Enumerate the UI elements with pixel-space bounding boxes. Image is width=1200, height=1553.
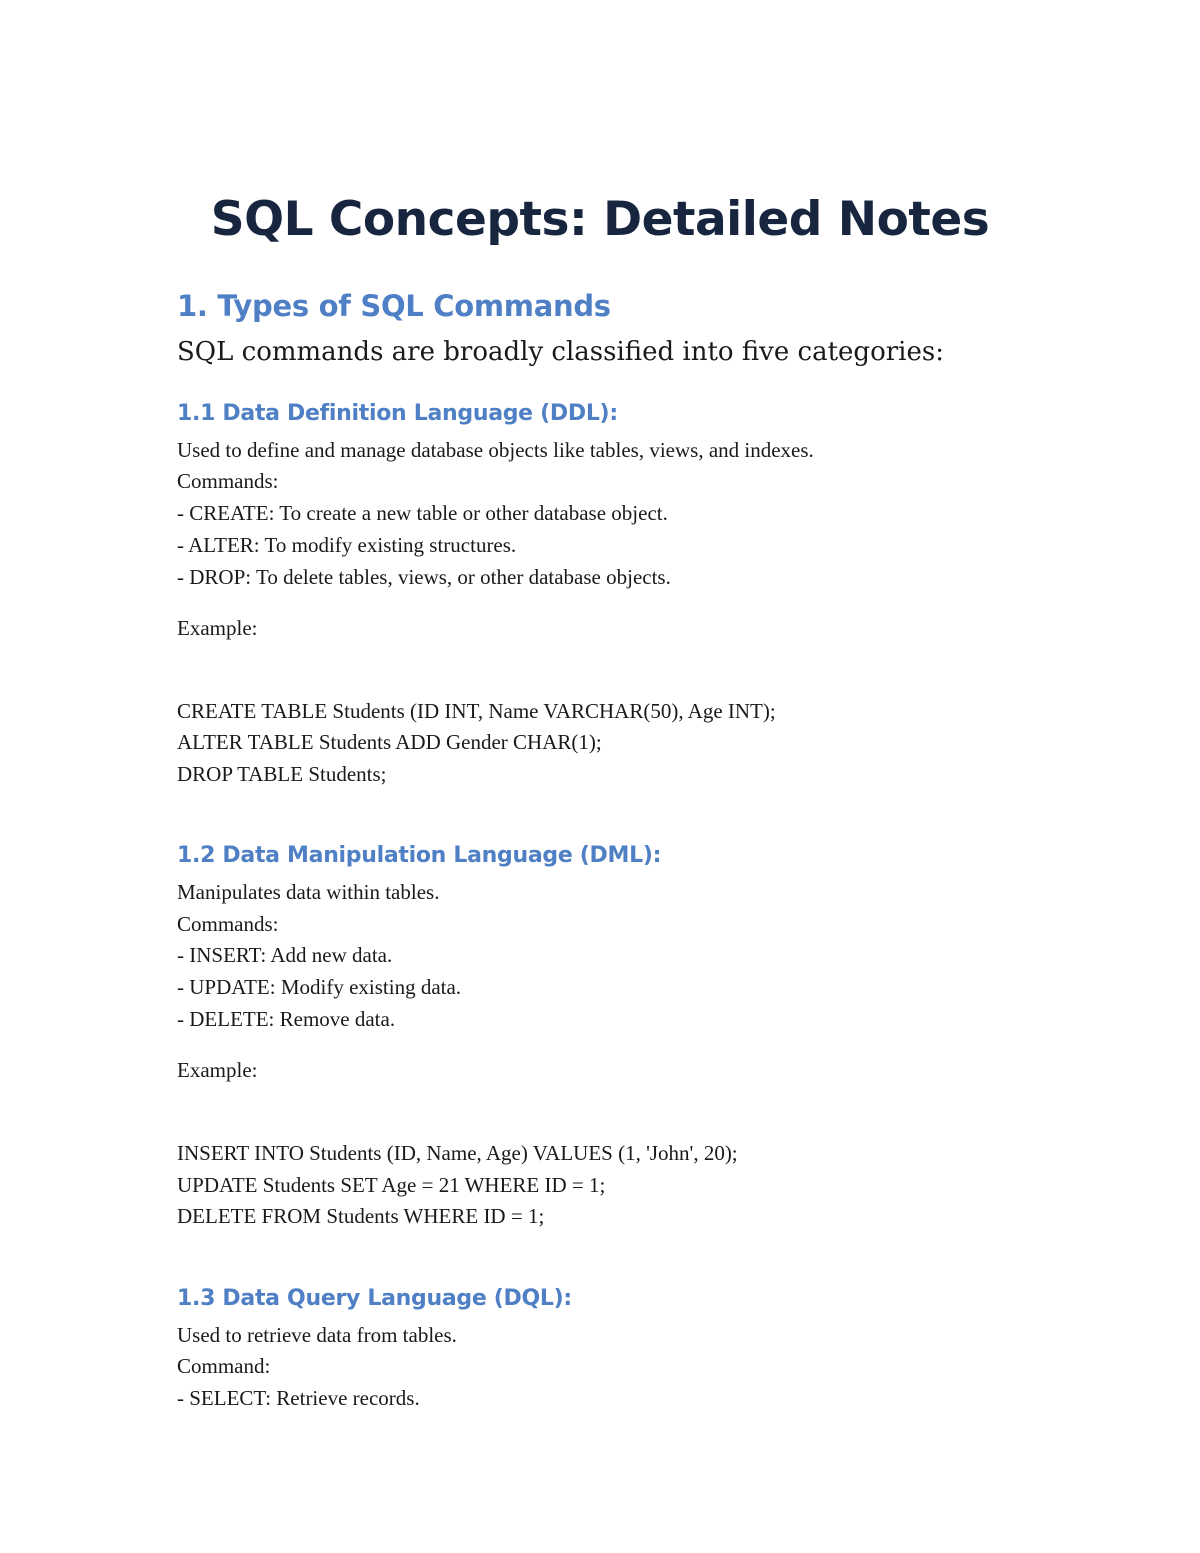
ddl-example-line: ALTER TABLE Students ADD Gender CHAR(1);: [177, 730, 602, 754]
ddl-example-line: CREATE TABLE Students (ID INT, Name VARCHAR(50), Age INT);: [177, 699, 776, 723]
subsection-heading-ddl: 1.1 Data Definition Language (DDL):: [177, 401, 618, 426]
page-title: SQL Concepts: Detailed Notes: [210, 192, 990, 247]
ddl-command-item: - DROP: To delete tables, views, or other database objects.: [177, 565, 671, 589]
dql-command-label: Command:: [177, 1354, 271, 1378]
dml-example-label: Example:: [177, 1058, 258, 1082]
ddl-commands-label: Commands:: [177, 469, 279, 493]
ddl-example-label: Example:: [177, 616, 258, 640]
dml-example-line: INSERT INTO Students (ID, Name, Age) VALUES (1, 'John', 20);: [177, 1141, 738, 1165]
dml-command-item: - INSERT: Add new data.: [177, 943, 393, 967]
section-lead: SQL commands are broadly classified into five categories:: [177, 337, 944, 367]
dml-description: Manipulates data within tables.: [177, 880, 440, 904]
ddl-example-line: DROP TABLE Students;: [177, 762, 387, 786]
dql-command-item: - SELECT: Retrieve records.: [177, 1386, 420, 1410]
subsection-heading-dql: 1.3 Data Query Language (DQL):: [177, 1286, 572, 1311]
dml-command-item: - UPDATE: Modify existing data.: [177, 975, 462, 999]
dml-command-item: - DELETE: Remove data.: [177, 1007, 396, 1031]
dml-example-line: DELETE FROM Students WHERE ID = 1;: [177, 1204, 545, 1228]
dql-description: Used to retrieve data from tables.: [177, 1323, 457, 1347]
subsection-heading-dml: 1.2 Data Manipulation Language (DML):: [177, 843, 662, 868]
ddl-command-item: - ALTER: To modify existing structures.: [177, 533, 517, 557]
dml-commands-label: Commands:: [177, 912, 279, 936]
ddl-description: Used to define and manage database objects like tables, views, and indexes.: [177, 438, 814, 462]
dml-example-line: UPDATE Students SET Age = 21 WHERE ID = 1;: [177, 1173, 606, 1197]
ddl-command-item: - CREATE: To create a new table or other database object.: [177, 501, 668, 525]
section-heading-types: 1. Types of SQL Commands: [177, 289, 611, 323]
